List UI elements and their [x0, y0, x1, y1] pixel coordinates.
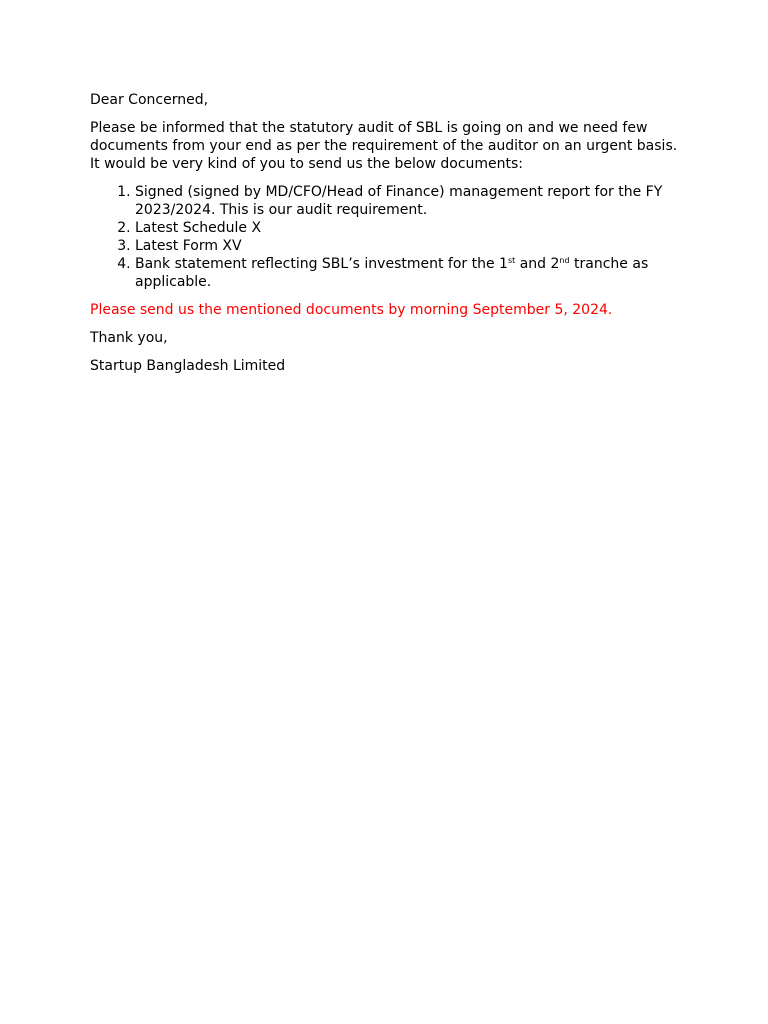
deadline-notice: Please send us the mentioned documents by morning September 5, 2024.	[90, 302, 613, 318]
intro-paragraph: Please be informed that the statutory audit of SBL is going on and we need few documents from your end as per the requirement of the auditor on an urgent basis. It would be very kind of you to send us the below documents:	[90, 120, 678, 172]
list-item-text: tranche as applicable.	[135, 256, 649, 290]
superscript-st: st	[507, 256, 516, 265]
list-item-text: Bank statement reflecting SBL’s investment for the 1	[135, 256, 508, 272]
signature: Startup Bangladesh Limited	[90, 358, 286, 374]
list-item: 3. Latest Form XV	[135, 237, 680, 255]
list-item: 2. Latest Schedule X	[135, 219, 680, 237]
list-item: 1. Signed (signed by MD/CFO/Head of Finance) management report for the FY 2023/2024. This is our audit requirement.	[135, 183, 680, 219]
closing: Thank you,	[90, 330, 168, 346]
letter-body	[90, 91, 680, 385]
document-list	[90, 183, 680, 291]
list-item	[135, 255, 680, 291]
list-item-text: and 2	[515, 256, 560, 272]
superscript-nd: nd	[559, 256, 570, 265]
greeting: Dear Concerned,	[90, 92, 209, 108]
